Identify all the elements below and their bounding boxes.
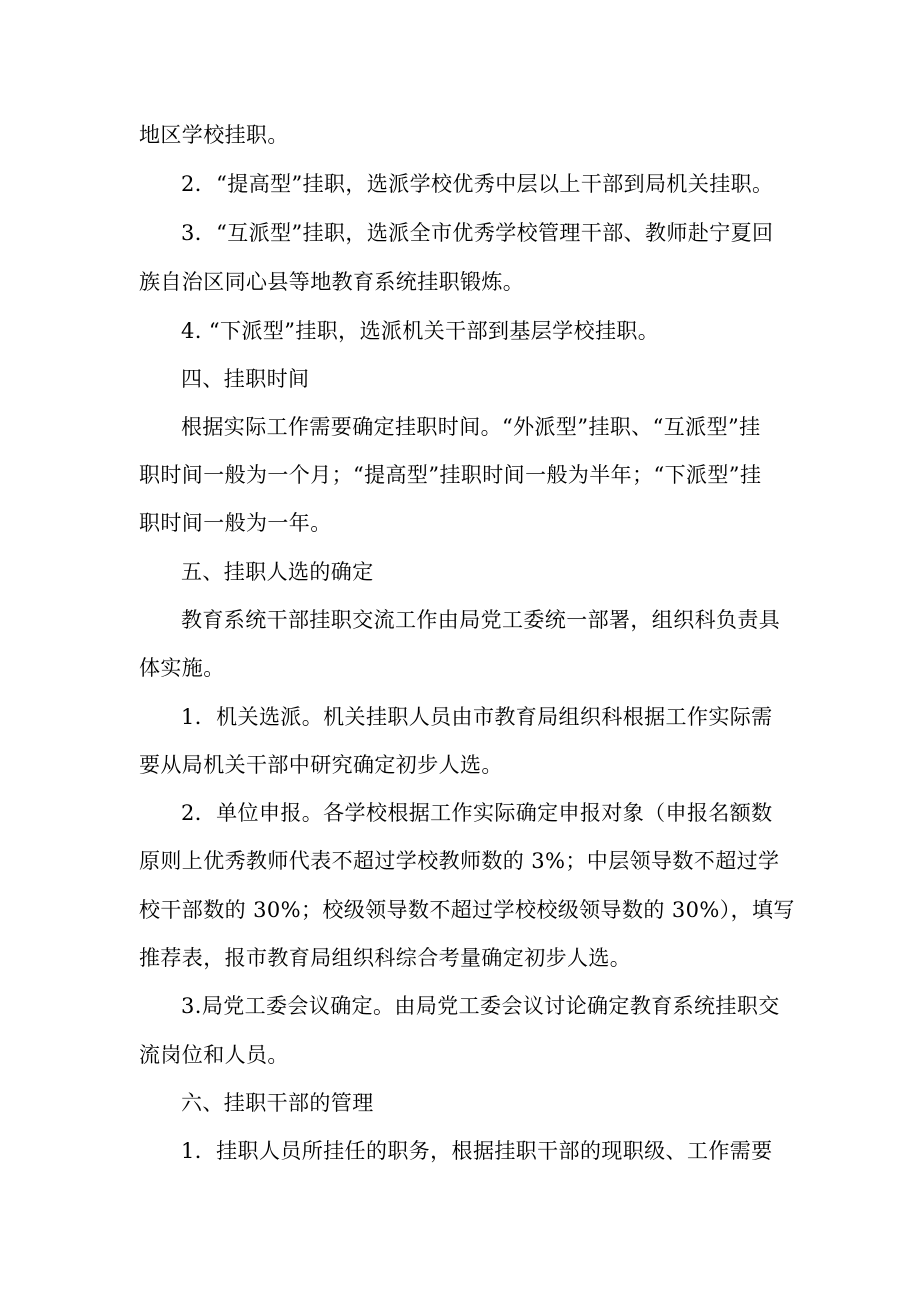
section-heading: 五、挂职人选的确定 [181, 560, 374, 584]
section-heading: 六、挂职干部的管理 [181, 1091, 374, 1115]
text-line: 族自治区同心县等地教育系统挂职锻炼。 [139, 270, 525, 294]
text-line: 3．“互派型”挂职，选派全市优秀学校管理干部、教师赴宁夏回 [181, 221, 774, 245]
text-line: 体实施。 [139, 656, 225, 680]
section-heading: 四、挂职时间 [181, 367, 310, 391]
text-line: 2．单位申报。各学校根据工作实际确定申报对象（申报名额数 [181, 801, 773, 825]
text-line: 职时间一般为一年。 [139, 511, 332, 535]
text-line: 流岗位和人员。 [139, 1043, 289, 1067]
text-line: 推荐表，报市教育局组织科综合考量确定初步人选。 [139, 946, 632, 970]
text-line: 4. “下派型”挂职，选派机关干部到基层学校挂职。 [181, 319, 660, 343]
text-line: 3.局党工委会议确定。由局党工委会议讨论确定教育系统挂职交 [181, 994, 780, 1018]
text-line: 1．挂职人员所挂任的职务，根据挂职干部的现职级、工作需要 [181, 1139, 773, 1163]
text-line: 职时间一般为一个月；“提高型”挂职时间一般为半年；“下派型”挂 [139, 463, 762, 487]
text-line: 要从局机关干部中研究确定初步人选。 [139, 753, 503, 777]
text-line: 2．“提高型”挂职，选派学校优秀中层以上干部到局机关挂职。 [181, 172, 774, 196]
text-line: 地区学校挂职。 [139, 123, 289, 147]
text-line: 原则上优秀教师代表不超过学校教师数的 3%；中层领导数不超过学 [139, 849, 780, 873]
text-line: 根据实际工作需要确定挂职时间。“外派型”挂职、“互派型”挂 [181, 415, 761, 439]
text-line: 教育系统干部挂职交流工作由局党工委统一部署，组织科负责具 [181, 608, 781, 632]
text-line: 1．机关选派。机关挂职人员由市教育局组织科根据工作实际需 [181, 705, 773, 729]
text-line: 校干部数的 30%；校级领导数不超过学校校级领导数的 30%），填写 [139, 898, 795, 922]
